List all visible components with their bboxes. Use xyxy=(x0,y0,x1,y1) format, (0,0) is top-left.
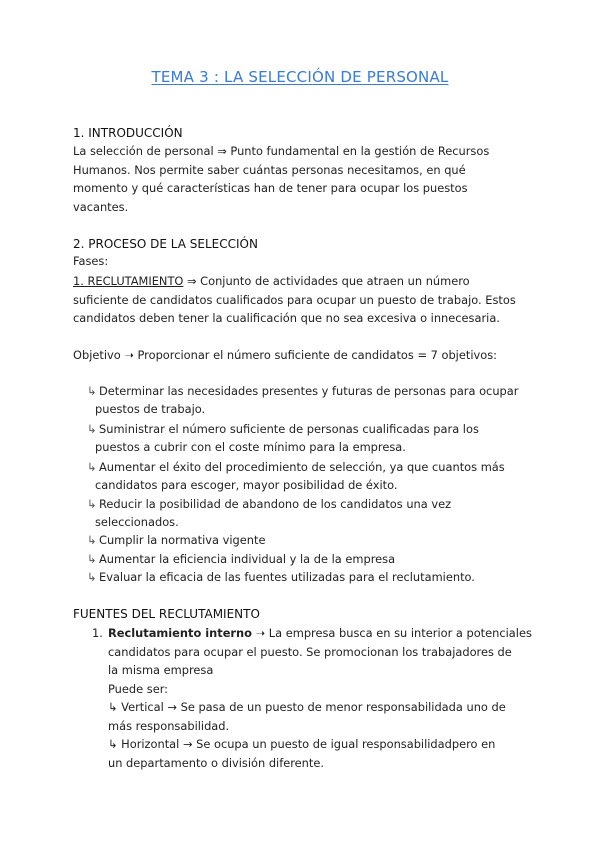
text-line: vacantes. xyxy=(73,199,129,214)
arrow-bullet-icon: ↳ xyxy=(87,570,97,584)
list-item-text: seleccionados. xyxy=(95,515,179,529)
list-item xyxy=(87,531,537,549)
list-item xyxy=(87,568,537,586)
text-line: suficiente de candidatos cualificados para ocupar un puesto de trabajo. Estos xyxy=(73,292,516,307)
fases-label: Fases: xyxy=(73,254,109,268)
list-item-text: puestos de trabajo. xyxy=(95,402,206,416)
text-line: Humanos. Nos permite saber cuántas personas necesitamos, en qué xyxy=(73,162,466,177)
reclutamiento-interno-def: ➝ La empresa busca en su interior a potenciales xyxy=(251,626,532,640)
text-line: Puede ser: xyxy=(108,681,169,696)
list-item xyxy=(87,550,537,568)
list-item-text: Suministrar el número suficiente de personas cualificadas para los xyxy=(99,422,479,436)
arrow-bullet-icon: ↳ xyxy=(87,422,97,436)
reclutamiento-interno-label: Reclutamiento interno xyxy=(108,626,252,640)
section-heading-proceso: 2. PROCESO DE LA SELECCIÓN xyxy=(73,237,258,251)
vertical-line: ↳ Vertical → Se pasa de un puesto de menor responsabilidadа uno de xyxy=(108,700,506,714)
reclutamiento-paragraph xyxy=(73,272,533,328)
arrow-bullet-icon: ↳ xyxy=(87,384,97,398)
reclutamiento-def: ⇒ Conjunto de actividades que atraen un número xyxy=(183,274,470,288)
list-item xyxy=(87,420,537,456)
section-heading-introduccion: 1. INTRODUCCIÓN xyxy=(73,126,183,140)
text-line: un departamento o división diferente. xyxy=(108,755,324,770)
arrow-bullet-icon: ↳ xyxy=(87,533,97,547)
objetivo-line: Objetivo ➝ Proporcionar el número suficiente de candidatos = 7 objetivos: xyxy=(73,348,497,362)
list-item xyxy=(87,382,537,418)
text-line: La selección de personal ⇒ Punto fundamental en la gestión de Recursos xyxy=(73,144,490,158)
list-item-text: Aumentar la eficiencia individual y la de la empresa xyxy=(99,552,396,566)
list-item-text: Determinar las necesidades presentes y futuras de personas para ocupar xyxy=(99,384,519,398)
reclutamiento-label: 1. RECLUTAMIENTO xyxy=(73,274,184,288)
section-heading-fuentes: FUENTES DEL RECLUTAMIENTO xyxy=(73,607,260,621)
intro-paragraph xyxy=(73,142,533,216)
list-number: 1. xyxy=(92,626,103,640)
text-line: candidatos deben tener la cualificación que no sea excesiva o innecesaria. xyxy=(73,311,500,325)
arrow-bullet-icon: ↳ xyxy=(87,497,97,511)
list-item-text: Cumplir la normativa vigente xyxy=(99,533,266,547)
text-line: candidatos para ocupar el puesto. Se promocionan los trabajadores de xyxy=(108,644,512,659)
list-item-text: Reducir la posibilidad de abandono de los candidatos una vez xyxy=(99,497,452,511)
list-item xyxy=(87,495,537,531)
list-item xyxy=(87,458,537,494)
text-line xyxy=(73,272,533,291)
arrow-bullet-icon: ↳ xyxy=(87,460,97,474)
text-line: más responsabilidad. xyxy=(108,718,230,733)
list-item-text: candidatos para escoger, mayor posibilidad de éxito. xyxy=(95,478,398,492)
text-line: la misma empresa xyxy=(108,663,214,677)
horizontal-line: ↳ Horizontal → Se ocupa un puesto de igual responsabilidadpero en xyxy=(108,737,496,751)
text-line: momento y qué características han de tener para ocupar los puestos xyxy=(73,181,468,195)
list-item-text: puestos a cubrir con el coste mínimo para la empresa. xyxy=(95,440,406,454)
arrow-bullet-icon: ↳ xyxy=(87,552,97,566)
page-title: TEMA 3 : LA SELECCIÓN DE PERSONAL xyxy=(151,68,449,86)
list-item-text: Aumentar el éxito del procedimiento de selección, ya que cuantos más xyxy=(99,460,505,474)
reclutamiento-interno-paragraph xyxy=(108,624,533,772)
list-item-text: Evaluar la eficacia de las fuentes utilizadas para el reclutamiento. xyxy=(99,570,475,584)
text-line xyxy=(108,624,533,643)
